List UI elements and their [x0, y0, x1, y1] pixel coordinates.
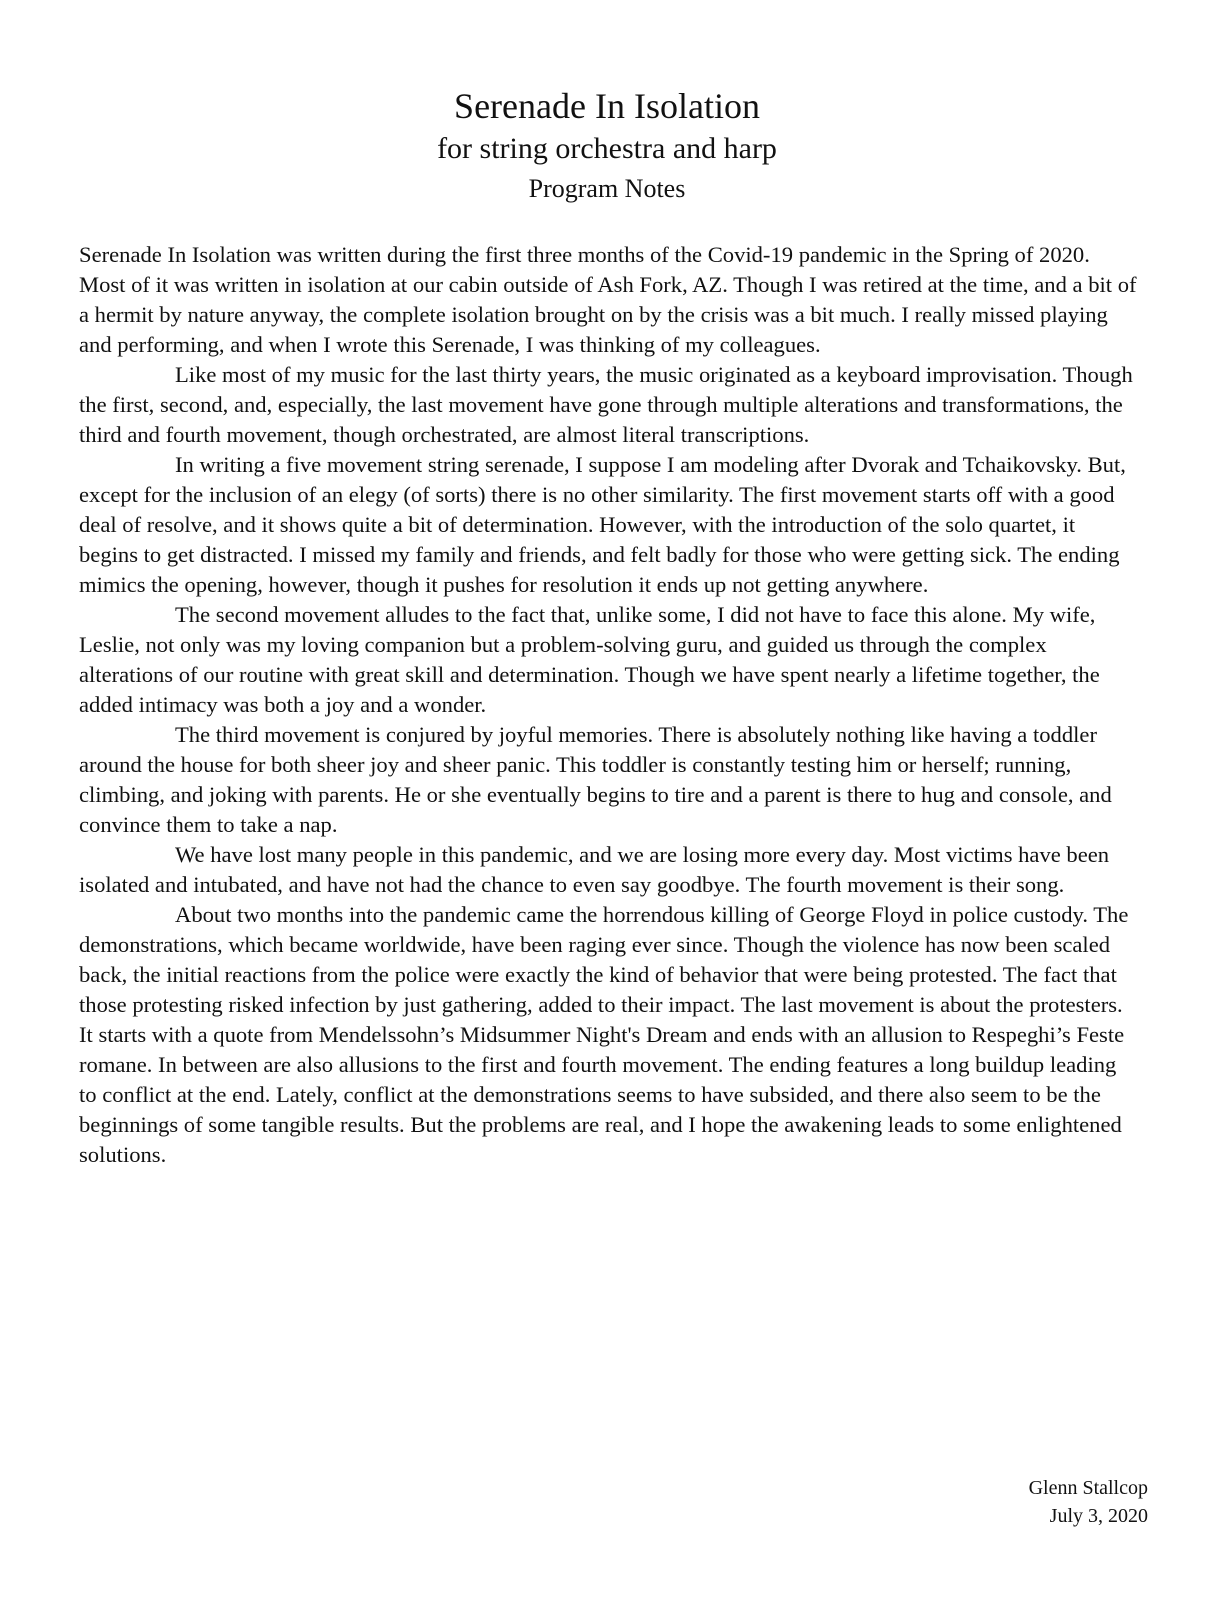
- author-name: Glenn Stallcop: [1028, 1477, 1148, 1499]
- paragraph-second-movement: The second movement alludes to the fact that, unlike some, I did not have to face this alone. My wife, Leslie, not only was my loving companion but a problem-solving guru, and guided us through the complex alterations of our routine with great skill and determination. Though we have spent nearly a lifetime together, the added intimacy was both a joy and a wonder.: [79, 602, 1100, 717]
- paragraph-origins: Like most of my music for the last thirty years, the music originated as a keyboard improvisation. Though the first, second, and, especially, the last movement have gone through multiple alterations and transformations, the third and fourth movement, though orchestrated, are almost literal transcriptions.: [79, 362, 1133, 447]
- program-notes-body: [79, 240, 1137, 1170]
- paragraph-intro: Serenade In Isolation was written during the first three months of the Covid-19 pandemic in the Spring of 2020. Most of it was written in isolation at our cabin outside of Ash Fork, AZ. Though I was retired at the time, and a bit of a hermit by nature anyway, the complete isolation brought on by the crisis was a bit much. I really missed playing and performing, and when I wrote this Serenade, I was thinking of my colleagues.: [79, 242, 1137, 357]
- page-title: Serenade In Isolation: [454, 86, 760, 126]
- paragraph-fourth-movement: We have lost many people in this pandemic, and we are losing more every day. Most victims have been isolated and intubated, and have not had the chance to even say goodbye. The fourth movement is their song.: [79, 842, 1110, 897]
- paragraph-last-movement: About two months into the pandemic came the horrendous killing of George Floyd in police custody. The demonstrations, which became worldwide, have been raging ever since. Though the violence has now been scaled back, the initial reactions from the police were exactly the kind of behavior that were being protested. The fact that those protesting risked infection by just gathering, added to their impact. The last movement is about the protesters. It starts with a quote from Mendelssohn’s Midsummer Night's Dream and ends with an allusion to Respeghi’s Feste romane. In between are also allusions to the first and fourth movement. The ending features a long buildup leading to conflict at the end. Lately, conflict at the demonstrations seems to have subsided, and there also seem to be the beginnings of some tangible results. But the problems are real, and I hope the awakening leads to some enlightened solutions.: [79, 902, 1129, 1167]
- paragraph-third-movement: The third movement is conjured by joyful memories. There is absolutely nothing like having a toddler around the house for both sheer joy and sheer panic. This toddler is constantly testing him or herself; running, climbing, and joking with parents. He or she eventually begins to tire and a parent is there to hug and console, and convince them to take a nap.: [79, 722, 1112, 837]
- signature-date: July 3, 2020: [1049, 1505, 1148, 1527]
- signature-block: [1029, 1474, 1148, 1530]
- page-subtitle: for string orchestra and harp: [437, 132, 777, 165]
- document-header: [0, 84, 1214, 208]
- paragraph-first-movement: In writing a five movement string serenade, I suppose I am modeling after Dvorak and Tchaikovsky. But, except for the inclusion of an elegy (of sorts) there is no other similarity. The first movement starts off with a good deal of resolve, and it shows quite a bit of determination. However, with the introduction of the solo quartet, it begins to get distracted. I missed my family and friends, and felt badly for those who were getting sick. The ending mimics the opening, however, though it pushes for resolution it ends up not getting anywhere.: [79, 452, 1126, 597]
- section-label: Program Notes: [528, 174, 686, 203]
